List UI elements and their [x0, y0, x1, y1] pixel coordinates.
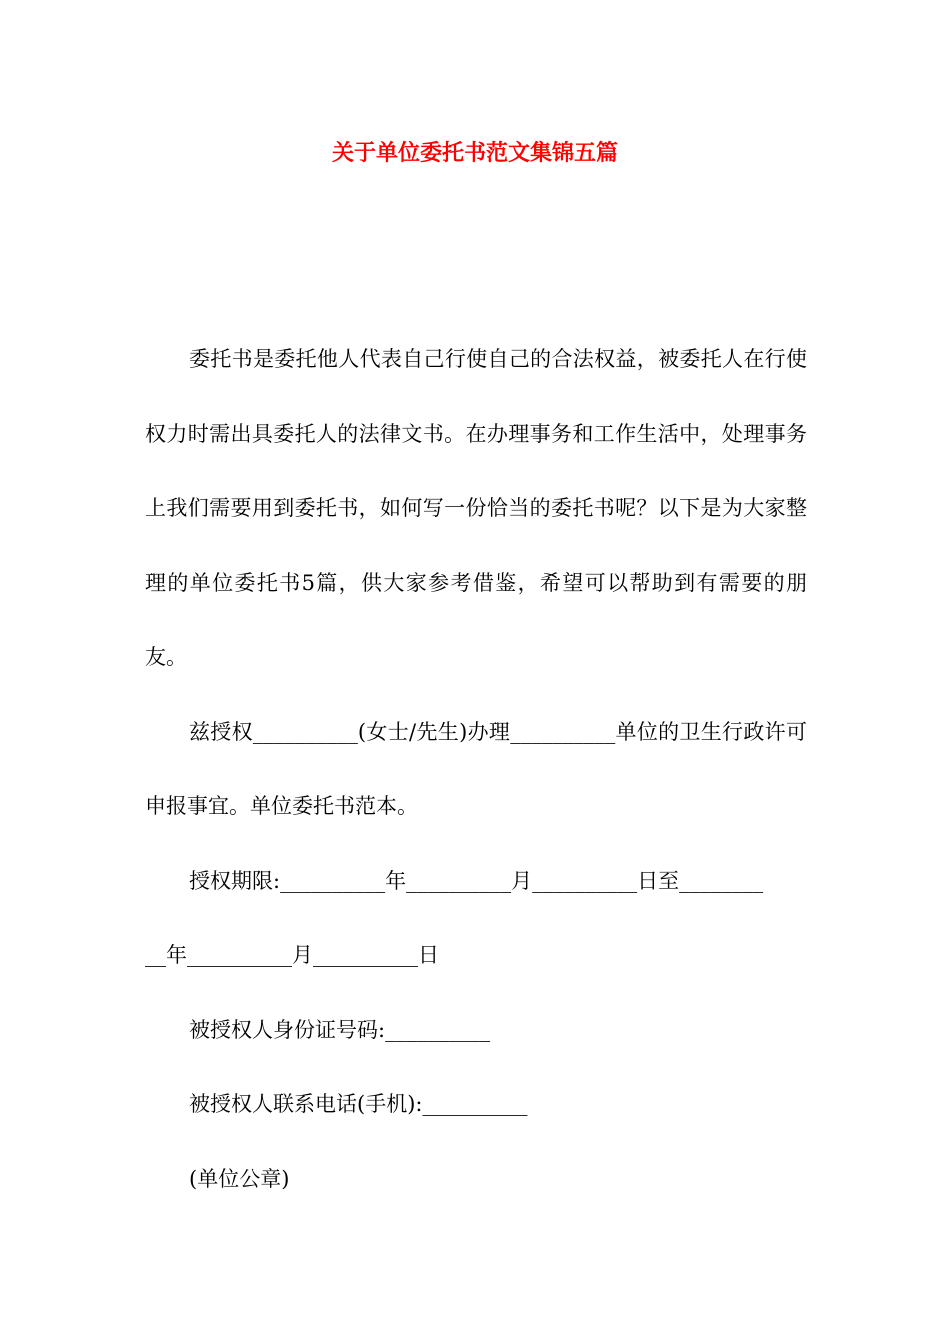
authorization-period-line: 授权期限:__________年__________月__________日至________ — [189, 868, 764, 893]
intro-paragraph: 委托书是委托他人代表自己行使自己的合法权益，被委托人在行使权力时需出具委托人的法律文书。在办理事务和工作生活中，处理事务上我们需要用到委托书，如何写一份恰当的委托书呢？以下是为大家整理的单位委托书5篇，供大家参考借鉴，希望可以帮助到有需要的朋友。 — [145, 347, 807, 669]
authorization-paragraph: 兹授权__________(女士/先生)办理__________单位的卫生行政许可申报事宜。单位委托书范本。 — [145, 719, 807, 818]
id-number-field: 被授权人身份证号码:__________ — [189, 1017, 491, 1042]
seal-label: (单位公章) — [189, 1166, 290, 1191]
document-title: 关于单位委托书范文集锦五篇 — [331, 140, 618, 166]
phone-field: 被授权人联系电话(手机):__________ — [189, 1092, 528, 1116]
document-body — [145, 322, 807, 1216]
authorization-period-line-continued: __年__________月__________日 — [145, 943, 439, 967]
